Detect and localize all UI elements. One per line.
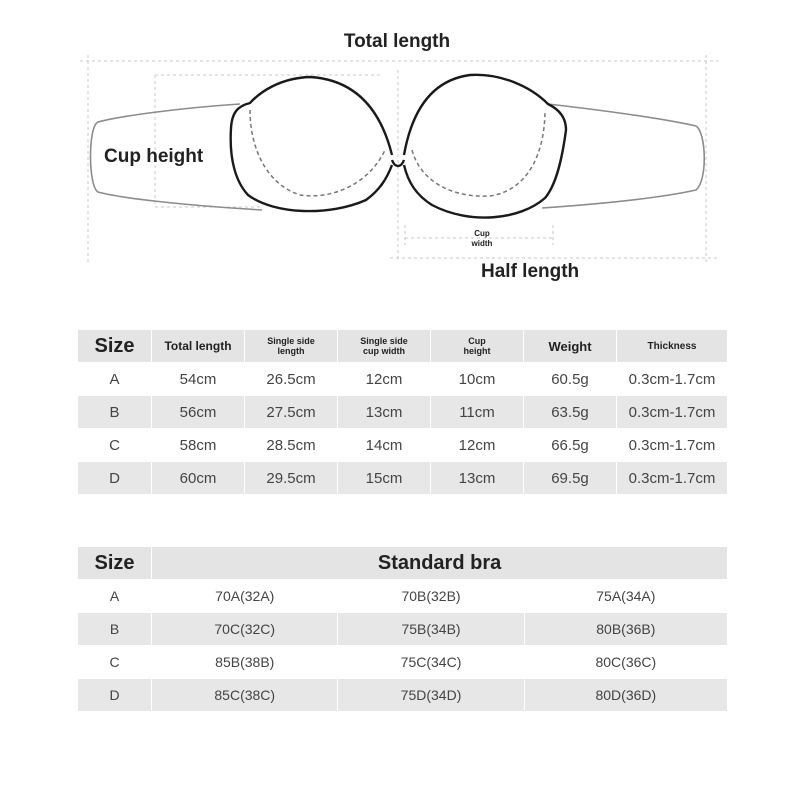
cell-size: D [78,462,151,494]
header-cup-height-line1: Cup [468,336,486,346]
cell-weight: 66.5g [524,429,616,461]
cell-thickness: 0.3cm-1.7cm [617,363,727,395]
standard-bra-header-row [78,547,727,579]
header-single-side-cup-width-line1: Single side [360,336,408,346]
cell-single-side-length: 26.5cm [245,363,337,395]
left-cup-outline [231,77,392,211]
cell-bra-size: 75A(34A) [525,580,727,612]
cell-thickness: 0.3cm-1.7cm [617,429,727,461]
header-single-side-cup-width-line2: cup width [363,346,405,356]
cell-weight: 69.5g [524,462,616,494]
cell-cup-height: 11cm [431,396,523,428]
bra-measurement-diagram [0,0,800,300]
table-row [78,429,727,461]
cell-bra-size: 85B(38B) [152,646,337,678]
cell-cup-height: 10cm [431,363,523,395]
table-row [78,613,727,645]
cell-cup-height: 13cm [431,462,523,494]
header-size: Size [78,330,151,362]
header-single-side-length-line1: Single side [267,336,315,346]
standard-bra-table [77,546,728,712]
header-single-side-length [245,330,337,362]
header-single-side-length-line2: length [277,346,305,356]
cell-thickness: 0.3cm-1.7cm [617,462,727,494]
header-single-side-cup-width [338,330,430,362]
cell-size: A [78,363,151,395]
table-row [78,580,727,612]
total-length-label: Total length [343,31,451,52]
cell-cup-width: 14cm [338,429,430,461]
cell-weight: 60.5g [524,363,616,395]
cell-total-length: 60cm [152,462,244,494]
header-size: Size [78,547,151,579]
cell-bra-size: 80C(36C) [525,646,727,678]
left-underwire-line [250,110,385,196]
cell-single-side-length: 28.5cm [245,429,337,461]
cell-total-length: 58cm [152,429,244,461]
header-thickness: Thickness [617,330,727,362]
table-row [78,462,727,494]
cell-bra-size: 70B(32B) [338,580,523,612]
header-cup-height-line2: height [463,346,491,356]
header-standard-bra: Standard bra [152,547,727,579]
cell-single-side-length: 29.5cm [245,462,337,494]
cell-cup-height: 12cm [431,429,523,461]
right-underwire-line [412,110,545,196]
cell-single-side-length: 27.5cm [245,396,337,428]
header-cup-height [431,330,523,362]
cell-size: B [78,396,151,428]
header-weight: Weight [524,330,616,362]
cell-bra-size: 85C(38C) [152,679,337,711]
cell-bra-size: 75D(34D) [338,679,523,711]
table-row [78,363,727,395]
cell-size: C [78,429,151,461]
cell-bra-size: 75B(34B) [338,613,523,645]
cell-total-length: 54cm [152,363,244,395]
cell-bra-size: 70C(32C) [152,613,337,645]
cell-thickness: 0.3cm-1.7cm [617,396,727,428]
half-length-label: Half length [481,261,580,282]
cup-width-label-line2: width [471,239,493,248]
table-row [78,396,727,428]
cell-size: C [78,646,151,678]
cell-size: B [78,613,151,645]
size-spec-table [77,329,728,495]
cell-cup-width: 15cm [338,462,430,494]
cell-size: D [78,679,151,711]
cell-bra-size: 80D(36D) [525,679,727,711]
size-spec-header-row [78,330,727,362]
cell-cup-width: 12cm [338,363,430,395]
cell-bra-size: 80B(36B) [525,613,727,645]
cell-cup-width: 13cm [338,396,430,428]
cup-width-label-line1: Cup [474,229,490,238]
cell-size: A [78,580,151,612]
cup-width-label [462,229,502,249]
header-total-length: Total length [152,330,244,362]
cell-total-length: 56cm [152,396,244,428]
cell-bra-size: 70A(32A) [152,580,337,612]
table-row [78,679,727,711]
cup-height-label: Cup height [104,146,204,167]
table-row [78,646,727,678]
cell-weight: 63.5g [524,396,616,428]
cell-bra-size: 75C(34C) [338,646,523,678]
